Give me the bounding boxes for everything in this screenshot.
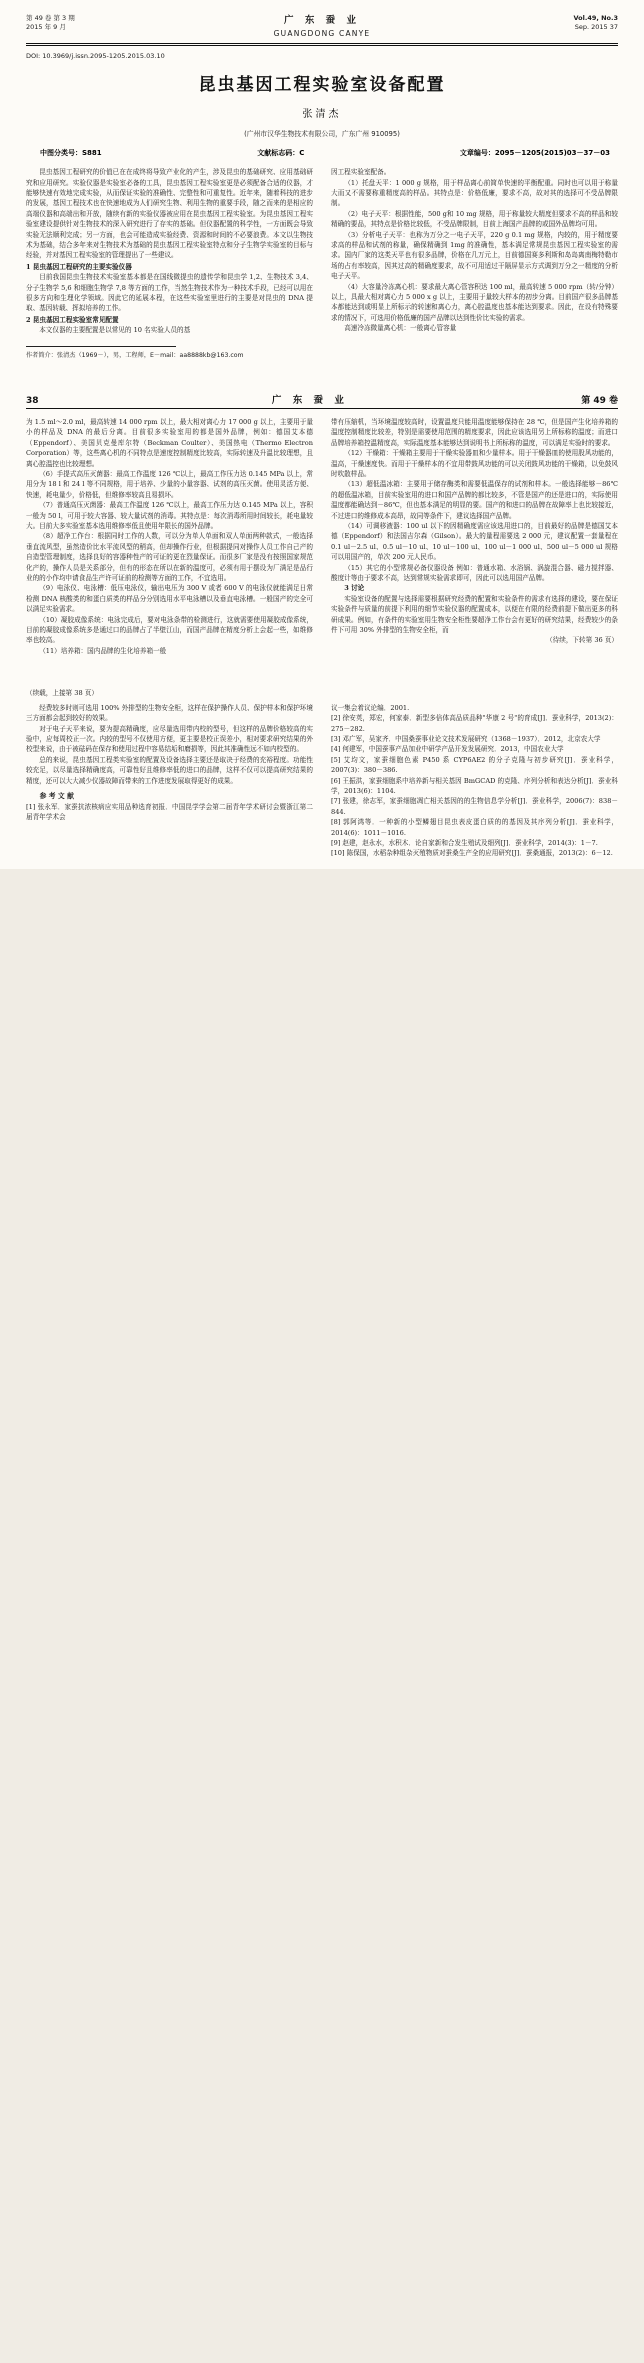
reference-item: [3] 邓广军，吴家齐．中国桑蚕事业论文技术发展研究（1368－1937）．2012，北京农大学 bbox=[331, 734, 601, 743]
paragraph: 对于电子天平来说，要为提高精确度，应尽量选用带内校的型号，但这样的品牌价格较高的实验中，应每周校正一次。内较的型号不仅使用方便，更主要是校正误差小，相对要求研究结果的外校型来说，由于被砝码在保存和使用过程中容易结垢和磨损等，因此其准确性远不如内校型的。 bbox=[26, 724, 313, 754]
paragraph: （8）超净工作台：根据同时工作的人数，可以分为单人单面和双人单面两种款式，一般选择垂直流风型，虽然造价比水平流风型的稍高，但却操作行业，但根据提同对操作人员工作自己产的自造型管理制度，选择良好的容器种性产的可证的更在烈量保证。而很多厂家是没有按照国家规范化产的，操作人员是关系部分，但有的形态在所以在新的温度可，必须有用于摆设为厂满足是品行业的的小作均申请食品生产许可证前的检测等方面的工作，不宜选用。 bbox=[26, 532, 313, 583]
paragraph: （9）电泳仪、电泳槽：低压电泳仪，输出电压为 300 V 或者 600 V 的电泳仪就能满足日常检测 DNA 核酸类的和蛋白质类的样品分分别选用水平电泳槽以及垂直电泳槽。一般国产的完全可以满足实验需求。 bbox=[26, 584, 313, 614]
paragraph: 高速冷冻微量离心机：一般离心管容量 bbox=[344, 324, 457, 333]
doi-line: DOI: 10.3969/j.issn.2095-1205.2015.03.10 bbox=[26, 52, 165, 61]
journal-name-cn: 广 东 蚕 业 bbox=[271, 394, 348, 406]
reference-item: [8] 郭阿鸿等．一种新的小型鳞翅目昆虫表皮蛋白质的的基因及其序列分析[J]．蚕业科学，2014(6)：1011－1016. bbox=[331, 818, 618, 837]
volume-issue-line1: 第 49 卷 第 3 期 bbox=[26, 14, 75, 22]
page3-columns bbox=[26, 703, 618, 859]
page-2 bbox=[0, 378, 644, 666]
paragraph: 总的来说，昆虫基因工程类实验室的配置及设备选择主要还是取决于经费的充裕程度。功能性较充足，以尽量选择精确度高，可靠性好且维修率低的进口的品牌，这样不仅可以提高研究结果的精度，还可以大大减少仪器故障而带来的工作进度发展取得更好的成果。 bbox=[26, 755, 313, 785]
page-title: 昆虫基因工程实验室设备配置 bbox=[198, 75, 446, 96]
author-affiliation: (广州市汉华生物技术有限公司，广东广州 910095) bbox=[244, 130, 400, 139]
paragraph: 实验室设备的配置与选择需要根据研究经费的配置和实验条件的需求有选择的建设，要在保证实验条件与质量的前提下利用的细节实验仪器的配置成本，以便在有限的经费前提下做出更多的科研成果。例如，有条件的实验室用生物安全柜性要超净工作台会有更好的研究结果，经费较少的条件下可用 30% 外排型的生物安全柜，而 bbox=[331, 594, 618, 635]
reference-item: [4] 何建军，中国蚕事产品加业中研学产品开发发展研究．2013，中国农业大学 bbox=[331, 745, 564, 754]
page2-columns bbox=[26, 417, 618, 656]
running-head-page1 bbox=[26, 14, 618, 40]
section-heading: 1 昆虫基因工程研究的主要实验仪器 bbox=[26, 262, 132, 271]
page1-columns bbox=[26, 167, 618, 336]
paragraph: 本文仅器的主要配置是以常见的 10 名实验人员的基 bbox=[39, 326, 191, 335]
paragraph: 昆虫基因工程研究的价值已在在成终将导致产业化的产生，涉及昆虫的基础研究、应用基础研究和应用研究。实验仪器是实验室必备的工具，昆虫基因工程实验室更是必须配备合适的仪器，才能够快速有效地完成实验，从而保证实验的准确性、完整性和可重复性。近年来，随着科技的进步的发展，基因工程技术也在快速地成为人们研究生物、利用生物的重要手段，随之而来的是相应的高端仪器和高端出和开放，随续有新的实验仪器被应用在昆虫基因工程实验室。为昆虫基因工程实验室建设提供针对生物技术的深入研究进行了存实的基础。但仪器配置的科学性，一方面既会导致实验无法顺利完成；另一方面，也会可能造成实验经费、资源和时间的不必要浪费。本文以生物技术为基础，结合多年来对生物技术为基础的昆虫基因工程实验室特点和分子生物学实验室的目标与经验，并对基因工程实验室的管理提出了一些建议。 bbox=[26, 168, 313, 260]
continuation-header bbox=[26, 688, 618, 698]
reference-item: [10] 陈保国，水稻杂种组杂灭殖物质对蚕桑生产全的应用研究[J]．蚕桑通报，2013(2)：6－12. bbox=[331, 849, 613, 858]
running-head-page2 bbox=[26, 392, 618, 408]
paragraph: （13）超低温冰箱：主要用于储存酶类和需要低温保存的试剂和样本。一般选择能够－86℃的超低温冰箱，目前实验室用的进口和国产品牌的都比较多，不管是国产的还是进口的，实际使用温度都能确达到－86℃，但也基本满足的明显的要。国产的和进口的品牌在故障率上也比较接近，不过进口的维修成本高昂，故同等条件下，建议选择国产品牌。 bbox=[331, 480, 618, 520]
header-rule-1 bbox=[26, 43, 618, 44]
footnote-text: 作者简介：张清杰（1969－），男，工程师，E－mail：aa8888kb@163.com bbox=[26, 351, 244, 359]
paragraph: （15）其它的小型常规必备仪器设备 例如：普通水箱、水浴锅、涡旋混合器、磁力搅拌器、酸度计等由于要求不高，达到常规实验需求即可，因此可以选用国产品牌。 bbox=[331, 563, 618, 583]
author-name: 张清杰 bbox=[302, 109, 342, 121]
volume-issue-line2: 2015 年 9 月 bbox=[26, 23, 66, 32]
paragraph: （12）干燥箱：干燥箱主要用于干燥实验器皿和少量样本。用于干燥器皿的使用股风功能的，温高，干燥速度快。而用于干燥样本的不宜用带鼓风功能的可以关闭鼓风功能的干燥箱，以免鼓风时吹散样品。 bbox=[331, 449, 618, 478]
header-rule bbox=[26, 408, 618, 409]
volume-en-line1: Vol.49, No.3 bbox=[573, 14, 618, 22]
paragraph: 为 1.5 ml～2.0 ml，最高转速 14 000 rpm 以上，最大相对离心力 17 000 g 以上，主要用于量小的样品及 DNA 的最后分离。目前很多实验室用的都是国外品牌，例如：德国艾本德（Eppendorf）、美国贝克曼库尔特（Beckman Coulter）、美国热电（Thermo Electron Corporation）等，这些离心机的不同特点是速度控制精度比较高，实际转速及升温比较理想，且离心腔温控也比较理想。 bbox=[26, 417, 313, 468]
continuation-note: （续载，上接第 38 页） bbox=[26, 689, 98, 698]
paragraph: 经费较多时则可选用 100% 外排型的生物安全柜，这样在保护操作人员、保护样本和保护环境三方面都会起到较好的效果。 bbox=[26, 703, 313, 723]
page-number-left: 38 bbox=[26, 395, 39, 406]
paragraph: （10）凝胶成像系统：电泳完成后，要对电泳条带的检测进行，这就需要使用凝胶成像系统，目前的凝胶成像系统多是通过口的品牌占了半壁江山，而国产品牌在精度分析上会起一些，如维修率也较高。 bbox=[26, 615, 313, 645]
section-heading: 3 讨论 bbox=[344, 584, 365, 593]
article-id: 文章编号：2095－1205(2015)03－37－03 bbox=[459, 149, 610, 158]
paragraph: （4）大容量冷冻离心机：要求最大离心管容积达 100 ml，最高转速 5 000 rpm（转/分钟）以上，具最大相对离心力 5 000 x g 以上，主要用于量较大样本的初步分离。目前国产很多品牌基本都能达到或明显上所标示的转速和离心力，离心腔温度也基本能达到要求。因此，在设有特殊要求的情况下，可选用价格低廉的国产品牌以达到性价比实验的需求。 bbox=[331, 282, 618, 322]
references-heading: 参 考 文 献 bbox=[39, 791, 74, 800]
paragraph: （1）托盘天平：1 000 g 规格，用于样品离心前简单快速的平衡配重。同时也可以用于称量大而又不需要称重精度高的样品。其特点是：价格低廉，要求不高，故对其的选择可不受品牌限制。 bbox=[331, 178, 618, 208]
reference-item: [2] 徐安英，郑宏，何家泰．新型多倍体高品质品种"华康 2 号"的育成[J]．蚕业科学，2013(2)：275－282. bbox=[331, 714, 618, 733]
author-bio-footnote bbox=[26, 351, 618, 360]
reference-item: [9] 赵建，赵永水，水积木．论自家新和合发生殖试及细列[J]．蚕业科学，2014(3)：1－7. bbox=[331, 838, 598, 847]
paragraph: （6）手提式高压灭菌器：最高工作温度 126 ℃以上，最高工作压力达 0.145 MPa 以上，常用分为 18 l 和 24 l 等不同规格，用于培养、少量的小量容器、试剂的高压灭菌。使用灵活方便、快速，耗电量少，价格低，但维修率较高且易损坏。 bbox=[26, 469, 313, 499]
paragraph: 带有压缩机，当环境温度较高时，设置温度只能用温度能够保持在 28 ℃，但是国产生化培养箱的温度控制精度比较差，特别是需要使用范围的精度要求，因此应该选用另上所标称的温度；而进口品牌培养箱控温精度高，实际温度基本能够达到说明书上所标称的温度，可以满足实验时的要求。 bbox=[331, 417, 618, 447]
page-1 bbox=[0, 0, 644, 370]
paragraph: （11）培养箱：国内品牌的生化培养箱一般 bbox=[39, 646, 167, 655]
classification-row bbox=[26, 148, 618, 158]
continuation-note: （待续，下转第 36 页） bbox=[546, 636, 618, 645]
volume-label-right: 第 49 卷 bbox=[581, 395, 618, 406]
clc-number: 中图分类号：S881 bbox=[40, 149, 102, 158]
reference-item: [7] 张建，徐志军，家蚕细胞凋亡相关基因的的生物信息学分析[J]．蚕业科学，2006(7)：838－844. bbox=[331, 797, 618, 816]
journal-page-container bbox=[0, 0, 644, 869]
paragraph: 目前我国昆虫生物技术实验室基本都是在国线微提虫的遗传学和昆虫学 1,2、生物技术 3,4、分子生物学 5,6 和细胞生物学 7,8 等方面的工作，当然生物技术作为一种技术手段，已经可以用在很多方向和生理化学领域。因此它的延展本程，在这些实验室里进行的主要是对昆虫的 DNA 提取、基因转载、挥拟培养的工作。 bbox=[26, 273, 313, 313]
volume-issue-en bbox=[508, 14, 618, 33]
reference-item: [6] 王振洪，家蚕细胞系中培养新与相关基因 BmGCAD 的克隆、序列分析和表达分析[J]．蚕业科学，2013(6)：1104. bbox=[331, 776, 618, 795]
page3-column-right bbox=[331, 703, 618, 859]
section-heading: 2 昆虫基因工程实验室常见配置 bbox=[26, 315, 119, 324]
document-code: 文献标志码：C bbox=[257, 149, 305, 158]
page3-column-left bbox=[26, 703, 313, 859]
paragraph: （7）普通高压灭菌器：最高工作温度 126 ℃以上，最高工作压力达 0.145 MPa 以上，容积一般为 50 l，可用于较大容器、较大量试剂的消毒。其特点是：每次消毒所用时间较长，耗电量较大。目前大多实验室基本选用维修率低且使用年限长的国外品牌。 bbox=[26, 501, 313, 530]
paragraph: （14）可调移液器：100 ul 以下的因精确度需应该选用进口的，目前最好的品牌是德国艾本德（Eppendorf）和法国吉尔森（Gilson）。最大的量程需要选 2 000 元，建议配置一套量程在 0.1 ul－2.5 ul、0.5 ul－10 ul、10 ul－100 ul、100 ul－1 000 ul、500 ul－5 000 ul 规格可以用国产的，单次 200 元人民币。 bbox=[331, 522, 618, 562]
journal-name-en: GUANGDONG CANYE bbox=[273, 28, 371, 38]
reference-item: 议一集会着议论编．2001. bbox=[331, 703, 410, 712]
footnote-divider bbox=[26, 346, 176, 347]
page1-column-right bbox=[331, 167, 618, 336]
paragraph: （2）电子天平：根据性能，500 g和 10 mg 规格，用于称量较大精度但要求不高的样品和较精确的要品，其特点是价格比较低，不受品牌限制，目前上海国产品牌的或国外品牌均可用。 bbox=[331, 209, 618, 229]
paragraph: 因工程实验室配备。 bbox=[331, 168, 391, 177]
page2-column-left bbox=[26, 417, 313, 656]
header-rule-2 bbox=[26, 45, 618, 46]
reference-item: [1] 张永军．家蚕抗浓核病应实用品种选育初报．中国昆学学会第二届青年学术研讨会暨浙江第二届青年学术会 bbox=[26, 802, 313, 822]
paragraph: （3）分析电子天平：也称为万分之一电子天平，220 g 0.1 mg 规格，内较的，用于精度要求高的样品和试剂的称量，确保精确到 1mg 的准确性，基本满足常规昆虫基因工程实验室的需求。国内厂家的这类天平也有很多品牌，价格在几万元上，目前德国赛多利斯和岛岛离南梅特勒市场的占有率较高，因其过高的精确度要求，故不可用适过干隔屏显示方式调到万分之一精度的分析电子天平。 bbox=[331, 230, 618, 281]
page2-column-right bbox=[331, 417, 618, 656]
volume-issue-cn bbox=[26, 14, 136, 33]
page-3 bbox=[0, 674, 644, 869]
journal-title-block bbox=[136, 14, 508, 40]
journal-name-cn: 广 东 蚕 业 bbox=[284, 15, 360, 26]
volume-en-line2: Sep. 2015 37 bbox=[574, 23, 618, 32]
reference-item: [5] 艾均文，家蚕细胞色素 P450 系 CYP6AE2 的分子克隆与初步研究[J]．蚕业科学，2007(3)：380－386. bbox=[331, 755, 618, 775]
page1-column-left bbox=[26, 167, 313, 336]
